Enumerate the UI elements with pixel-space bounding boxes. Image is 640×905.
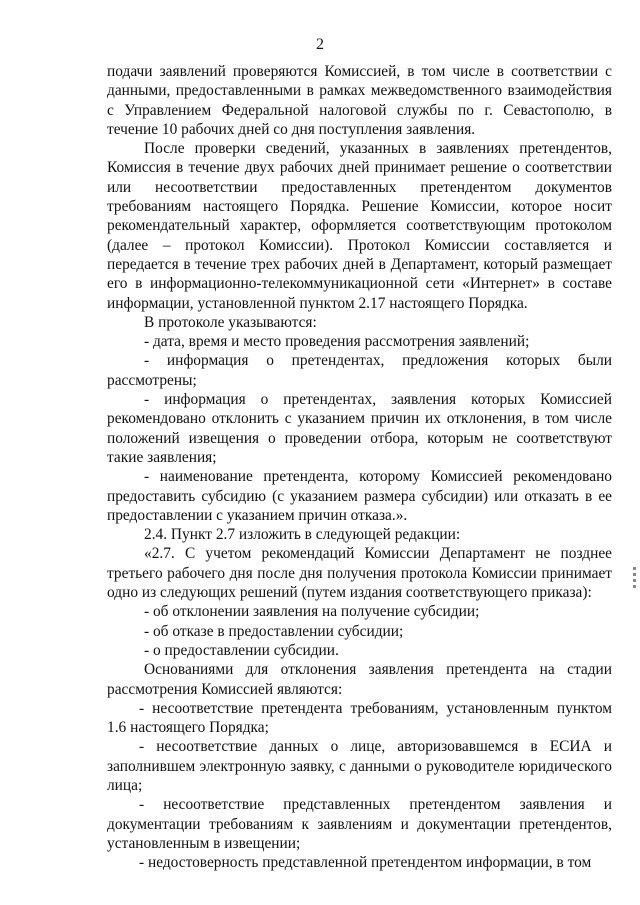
- margin-scan-mark: [633, 567, 636, 589]
- paragraph: «2.7. С учетом рекомендаций Комиссии Департамент не позднее третьего рабочего дня после дня получения протокола Комиссии принимает одно из следующих решений (путем издания соответствующего приказа):: [107, 545, 612, 602]
- paragraph: В протоколе указываются:: [144, 313, 317, 331]
- list-item: - несоответствие данных о лице, авторизовавшемся в ЕСИА и заполнившем электронную заявку, с данными о руководителе юридического лица;: [107, 738, 612, 794]
- list-item: - несоответствие представленных претендентом заявления и документации требованиям к заявлениям и документации претендентов, установленным в извещении;: [107, 796, 612, 852]
- list-item: - недостоверность представленной претендентом информации, в том: [139, 854, 592, 872]
- list-item: - об отказе в предоставлении субсидии;: [144, 622, 404, 640]
- list-item: - об отклонении заявления на получение субсидии;: [144, 603, 480, 621]
- list-item: - наименование претендента, которому Комиссией рекомендовано предоставить субсидию (с указанием размера субсидии) или отказать в ее предоставлении с указанием причин отказа.».: [107, 468, 612, 524]
- paragraph: Основаниями для отклонения заявления претендента на стадии рассмотрения Комиссией являются:: [107, 661, 612, 698]
- paragraph: После проверки сведений, указанных в заявлениях претендентов, Комиссия в течение двух рабочих дней принимает решение о соответствии или несоответствии предоставленных претендентом документов требованиям настоящего Порядка. Решение Комиссии, которое носит рекомендательный характер, оформляется соответствующим протоколом (далее – протокол Комиссии). Протокол Комиссии составляется и передается в течение трех рабочих дней в Департамент, который размещает его в информационно-телекоммуникационной сети «Интернет» в составе информации, установленной пунктом 2.17 настоящего Порядка.: [107, 140, 612, 312]
- document-body: [107, 62, 612, 872]
- paragraph: 2.4. Пункт 2.7 изложить в следующей редакции:: [144, 526, 461, 544]
- list-item: - информация о претендентах, предложения которых были рассмотрены;: [107, 352, 612, 389]
- page-number: 2: [316, 36, 324, 53]
- list-item: - несоответствие претендента требованиям, установленным пунктом 1.6 настоящего Порядка;: [107, 699, 612, 737]
- list-item: - дата, время и место проведения рассмотрения заявлений;: [144, 333, 530, 351]
- list-item: - о предоставлении субсидии.: [144, 641, 339, 659]
- list-item: - информация о претендентах, заявления которых Комиссией рекомендовано отклонить с указанием причин их отклонения, в том числе положений извещения о проведении отбора, которым не соответствуют такие заявления;: [107, 391, 612, 466]
- paragraph: подачи заявлений проверяются Комиссией, в том числе в соответствии с данными, предоставленными в рамках межведомственного взаимодействия с Управлением Федеральной налоговой службы по г. Севастополю, в течение 10 рабочих дней со дня поступления заявления.: [107, 63, 612, 138]
